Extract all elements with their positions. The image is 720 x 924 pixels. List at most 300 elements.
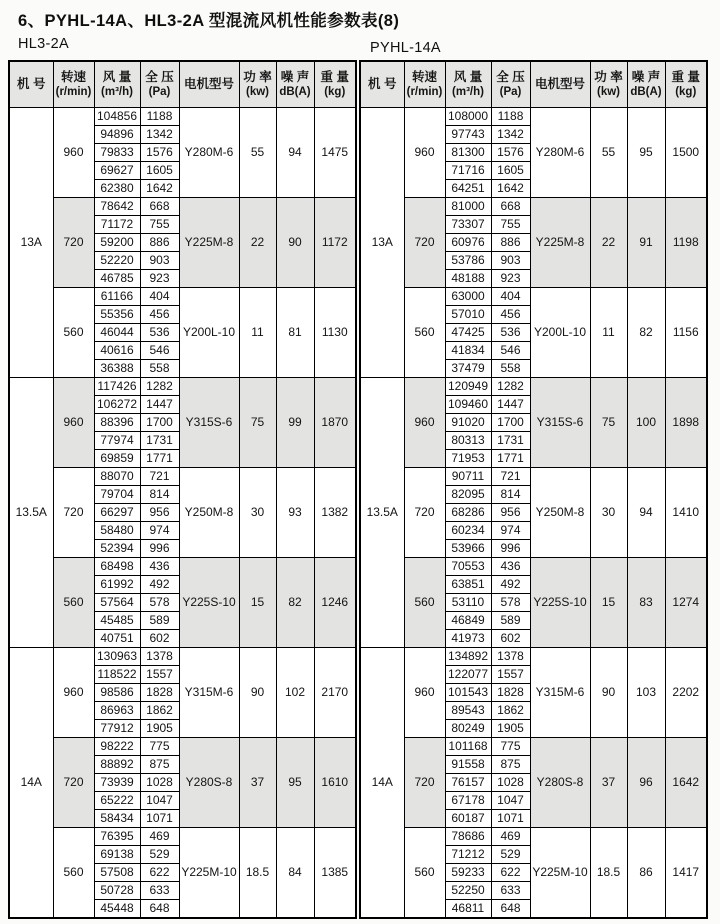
cell-flow: 98222	[94, 738, 140, 756]
cell-power: 30	[239, 468, 276, 558]
cell-flow: 68498	[94, 558, 140, 576]
cell-power: 11	[590, 288, 627, 378]
cell-power: 90	[590, 648, 627, 738]
cell-flow: 122077	[445, 666, 491, 684]
cell-flow: 130963	[94, 648, 140, 666]
column-header	[314, 61, 356, 108]
cell-pressure: 668	[491, 198, 530, 216]
cell-pressure: 1342	[491, 126, 530, 144]
cell-flow: 76395	[94, 828, 140, 846]
cell-pressure: 875	[140, 756, 179, 774]
cell-rpm: 560	[53, 558, 94, 648]
column-header-line2: dB(A)	[630, 86, 662, 99]
cell-flow: 53966	[445, 540, 491, 558]
cell-pressure: 755	[140, 216, 179, 234]
cell-pressure: 775	[140, 738, 179, 756]
cell-motor: Y280S-8	[179, 738, 239, 828]
column-header-line1: 机 号	[17, 77, 46, 92]
cell-pressure: 814	[491, 486, 530, 504]
cell-flow: 65222	[94, 792, 140, 810]
cell-pressure: 536	[491, 324, 530, 342]
cell-flow: 101543	[445, 684, 491, 702]
cell-pressure: 602	[140, 630, 179, 648]
table-row	[9, 648, 356, 666]
cell-flow: 68286	[445, 504, 491, 522]
cell-flow: 46849	[445, 612, 491, 630]
cell-flow: 66297	[94, 504, 140, 522]
table-row	[9, 558, 356, 576]
cell-pressure: 1071	[491, 810, 530, 828]
cell-model: 13A	[360, 108, 404, 378]
cell-weight: 1130	[314, 288, 356, 378]
table-row	[9, 288, 356, 306]
cell-power: 90	[239, 648, 276, 738]
column-header	[404, 61, 445, 108]
cell-pressure: 903	[140, 252, 179, 270]
cell-flow: 46785	[94, 270, 140, 288]
cell-pressure: 996	[140, 540, 179, 558]
table-label-hl3-2a: HL3-2A	[18, 36, 69, 52]
cell-motor: Y280S-8	[530, 738, 590, 828]
column-header-line2: (kw)	[246, 86, 269, 99]
table-hl3-2a	[8, 60, 353, 919]
cell-pressure: 1731	[140, 432, 179, 450]
table-label-pyhl-14a: PYHL-14A	[370, 40, 441, 56]
cell-flow: 94896	[94, 126, 140, 144]
cell-model: 13A	[9, 108, 53, 378]
column-header-line2: (kg)	[324, 86, 346, 99]
cell-rpm: 960	[53, 648, 94, 738]
cell-flow: 79704	[94, 486, 140, 504]
table-row	[360, 288, 707, 306]
cell-pressure: 1700	[491, 414, 530, 432]
cell-pressure: 648	[140, 900, 179, 919]
column-header-line1: 转速	[60, 69, 86, 84]
table-row	[9, 738, 356, 756]
cell-pressure: 923	[491, 270, 530, 288]
cell-power: 22	[590, 198, 627, 288]
cell-flow: 78686	[445, 828, 491, 846]
table-row	[9, 828, 356, 846]
cell-rpm: 720	[53, 198, 94, 288]
cell-pressure: 536	[140, 324, 179, 342]
cell-flow: 71953	[445, 450, 491, 468]
cell-flow: 57564	[94, 594, 140, 612]
cell-pressure: 956	[491, 504, 530, 522]
cell-rpm: 560	[404, 558, 445, 648]
cell-pressure: 1771	[140, 450, 179, 468]
cell-flow: 104856	[94, 108, 140, 126]
cell-flow: 78642	[94, 198, 140, 216]
column-header-line2: (m³/h)	[101, 86, 133, 99]
cell-pressure: 1828	[491, 684, 530, 702]
cell-pressure: 1576	[140, 144, 179, 162]
cell-flow: 58434	[94, 810, 140, 828]
cell-flow: 57010	[445, 306, 491, 324]
cell-pressure: 648	[491, 900, 530, 919]
cell-motor: Y225M-10	[179, 828, 239, 919]
cell-motor: Y225M-10	[530, 828, 590, 919]
header-row	[9, 61, 356, 108]
cell-pressure: 469	[140, 828, 179, 846]
cell-rpm: 960	[404, 648, 445, 738]
cell-flow: 69138	[94, 846, 140, 864]
cell-weight: 1417	[665, 828, 707, 919]
cell-pressure: 558	[140, 360, 179, 378]
cell-pressure: 1047	[140, 792, 179, 810]
cell-pressure: 886	[491, 234, 530, 252]
cell-pressure: 956	[140, 504, 179, 522]
cell-pressure: 633	[140, 882, 179, 900]
cell-flow: 60976	[445, 234, 491, 252]
cell-flow: 46044	[94, 324, 140, 342]
cell-flow: 57508	[94, 864, 140, 882]
column-header	[94, 61, 140, 108]
spec-table	[8, 60, 357, 919]
cell-flow: 77912	[94, 720, 140, 738]
cell-pressure: 529	[491, 846, 530, 864]
cell-noise: 81	[276, 288, 314, 378]
cell-rpm: 720	[404, 198, 445, 288]
cell-noise: 100	[627, 378, 665, 468]
cell-flow: 80313	[445, 432, 491, 450]
column-header	[140, 61, 179, 108]
cell-flow: 120949	[445, 378, 491, 396]
cell-power: 75	[239, 378, 276, 468]
cell-pressure: 1342	[140, 126, 179, 144]
column-header	[665, 61, 707, 108]
cell-flow: 97743	[445, 126, 491, 144]
column-header	[530, 61, 590, 108]
cell-flow: 64251	[445, 180, 491, 198]
cell-pressure: 775	[491, 738, 530, 756]
cell-flow: 80249	[445, 720, 491, 738]
cell-rpm: 960	[53, 108, 94, 198]
column-header	[276, 61, 314, 108]
cell-pressure: 875	[491, 756, 530, 774]
cell-flow: 61992	[94, 576, 140, 594]
cell-model: 14A	[9, 648, 53, 919]
cell-noise: 91	[627, 198, 665, 288]
table-row	[9, 108, 356, 126]
cell-flow: 69859	[94, 450, 140, 468]
cell-pressure: 1905	[491, 720, 530, 738]
cell-noise: 102	[276, 648, 314, 738]
column-header-line1: 功 率	[594, 69, 623, 84]
table-row	[360, 378, 707, 396]
cell-power: 55	[239, 108, 276, 198]
cell-flow: 88396	[94, 414, 140, 432]
cell-flow: 37479	[445, 360, 491, 378]
cell-power: 30	[590, 468, 627, 558]
cell-flow: 63000	[445, 288, 491, 306]
cell-weight: 1870	[314, 378, 356, 468]
cell-weight: 1475	[314, 108, 356, 198]
column-header-line2: (Pa)	[499, 86, 522, 99]
cell-noise: 83	[627, 558, 665, 648]
cell-weight: 1610	[314, 738, 356, 828]
cell-motor: Y200L-10	[179, 288, 239, 378]
cell-pressure: 1047	[491, 792, 530, 810]
cell-pressure: 1071	[140, 810, 179, 828]
cell-motor: Y200L-10	[530, 288, 590, 378]
cell-pressure: 1282	[491, 378, 530, 396]
cell-noise: 90	[276, 198, 314, 288]
cell-noise: 96	[627, 738, 665, 828]
cell-flow: 60234	[445, 522, 491, 540]
cell-power: 18.5	[239, 828, 276, 919]
cell-pressure: 546	[491, 342, 530, 360]
cell-weight: 1385	[314, 828, 356, 919]
cell-model: 14A	[360, 648, 404, 919]
column-header	[360, 61, 404, 108]
column-header-line1: 电机型号	[534, 77, 585, 92]
spec-table	[359, 60, 708, 919]
column-header	[590, 61, 627, 108]
cell-flow: 71172	[94, 216, 140, 234]
cell-motor: Y225S-10	[179, 558, 239, 648]
cell-flow: 59200	[94, 234, 140, 252]
cell-flow: 61166	[94, 288, 140, 306]
cell-motor: Y315S-6	[179, 378, 239, 468]
column-header-line1: 重 量	[671, 69, 700, 84]
cell-pressure: 1905	[140, 720, 179, 738]
table-row	[9, 198, 356, 216]
cell-weight: 1382	[314, 468, 356, 558]
cell-flow: 67178	[445, 792, 491, 810]
cell-flow: 41834	[445, 342, 491, 360]
cell-flow: 73939	[94, 774, 140, 792]
cell-flow: 117426	[94, 378, 140, 396]
cell-pressure: 404	[491, 288, 530, 306]
cell-weight: 1156	[665, 288, 707, 378]
cell-pressure: 1731	[491, 432, 530, 450]
cell-pressure: 1378	[140, 648, 179, 666]
table-row	[360, 648, 707, 666]
table-pyhl-14a	[359, 60, 707, 919]
cell-weight: 1410	[665, 468, 707, 558]
cell-flow: 46811	[445, 900, 491, 919]
cell-weight: 1898	[665, 378, 707, 468]
cell-flow: 88070	[94, 468, 140, 486]
cell-rpm: 960	[404, 108, 445, 198]
cell-flow: 59233	[445, 864, 491, 882]
cell-motor: Y280M-6	[530, 108, 590, 198]
cell-pressure: 1605	[491, 162, 530, 180]
cell-flow: 91558	[445, 756, 491, 774]
cell-pressure: 903	[491, 252, 530, 270]
cell-flow: 79833	[94, 144, 140, 162]
cell-noise: 99	[276, 378, 314, 468]
column-header	[179, 61, 239, 108]
table-row	[360, 198, 707, 216]
cell-pressure: 1188	[491, 108, 530, 126]
cell-pressure: 456	[140, 306, 179, 324]
cell-power: 15	[590, 558, 627, 648]
cell-motor: Y225M-8	[179, 198, 239, 288]
cell-noise: 94	[627, 468, 665, 558]
table-row	[360, 468, 707, 486]
column-header-line1: 风 量	[453, 69, 483, 84]
cell-flow: 40751	[94, 630, 140, 648]
cell-rpm: 560	[404, 288, 445, 378]
cell-rpm: 960	[53, 378, 94, 468]
table-row	[9, 378, 356, 396]
cell-weight: 1198	[665, 198, 707, 288]
cell-flow: 118522	[94, 666, 140, 684]
cell-weight: 1246	[314, 558, 356, 648]
cell-pressure: 974	[491, 522, 530, 540]
cell-pressure: 589	[491, 612, 530, 630]
cell-flow: 73307	[445, 216, 491, 234]
column-header-line1: 全 压	[145, 69, 174, 84]
cell-rpm: 560	[53, 288, 94, 378]
column-header-line1: 重 量	[320, 69, 349, 84]
cell-flow: 55356	[94, 306, 140, 324]
cell-motor: Y280M-6	[179, 108, 239, 198]
cell-power: 37	[239, 738, 276, 828]
cell-flow: 58480	[94, 522, 140, 540]
cell-flow: 36388	[94, 360, 140, 378]
cell-pressure: 923	[140, 270, 179, 288]
cell-flow: 88892	[94, 756, 140, 774]
cell-pressure: 602	[491, 630, 530, 648]
cell-pressure: 1282	[140, 378, 179, 396]
cell-pressure: 546	[140, 342, 179, 360]
cell-pressure: 456	[491, 306, 530, 324]
cell-flow: 71716	[445, 162, 491, 180]
cell-flow: 106272	[94, 396, 140, 414]
cell-power: 11	[239, 288, 276, 378]
cell-rpm: 720	[404, 468, 445, 558]
page-title: 6、PYHL-14A、HL3-2A 型混流风机性能参数表(8)	[18, 12, 400, 30]
cell-pressure: 436	[491, 558, 530, 576]
cell-motor: Y225S-10	[530, 558, 590, 648]
cell-pressure: 721	[140, 468, 179, 486]
cell-pressure: 1700	[140, 414, 179, 432]
cell-rpm: 720	[53, 738, 94, 828]
cell-flow: 53110	[445, 594, 491, 612]
cell-flow: 63851	[445, 576, 491, 594]
column-header-line2: (m³/h)	[452, 86, 484, 99]
cell-noise: 95	[276, 738, 314, 828]
cell-pressure: 668	[140, 198, 179, 216]
cell-pressure: 1771	[491, 450, 530, 468]
cell-pressure: 755	[491, 216, 530, 234]
cell-pressure: 1028	[140, 774, 179, 792]
cell-flow: 76157	[445, 774, 491, 792]
cell-flow: 82095	[445, 486, 491, 504]
cell-flow: 60187	[445, 810, 491, 828]
cell-power: 37	[590, 738, 627, 828]
cell-flow: 40616	[94, 342, 140, 360]
cell-pressure: 469	[491, 828, 530, 846]
cell-motor: Y250M-8	[179, 468, 239, 558]
cell-rpm: 960	[404, 378, 445, 468]
column-header	[445, 61, 491, 108]
cell-motor: Y315S-6	[530, 378, 590, 468]
cell-flow: 52250	[445, 882, 491, 900]
cell-pressure: 1378	[491, 648, 530, 666]
column-header-line1: 风 量	[102, 69, 132, 84]
cell-weight: 1172	[314, 198, 356, 288]
cell-pressure: 1576	[491, 144, 530, 162]
column-header	[53, 61, 94, 108]
cell-flow: 90711	[445, 468, 491, 486]
cell-flow: 81000	[445, 198, 491, 216]
cell-flow: 101168	[445, 738, 491, 756]
cell-pressure: 1828	[140, 684, 179, 702]
cell-flow: 134892	[445, 648, 491, 666]
cell-motor: Y315M-6	[179, 648, 239, 738]
cell-power: 22	[239, 198, 276, 288]
cell-pressure: 622	[140, 864, 179, 882]
cell-pressure: 1028	[491, 774, 530, 792]
column-header-line1: 噪 声	[631, 69, 661, 84]
column-header-line2: (Pa)	[148, 86, 171, 99]
cell-flow: 53786	[445, 252, 491, 270]
cell-flow: 50728	[94, 882, 140, 900]
column-header-line1: 噪 声	[280, 69, 310, 84]
table-row	[360, 108, 707, 126]
cell-noise: 86	[627, 828, 665, 919]
cell-flow: 77974	[94, 432, 140, 450]
cell-flow: 86963	[94, 702, 140, 720]
cell-flow: 81300	[445, 144, 491, 162]
cell-noise: 84	[276, 828, 314, 919]
cell-power: 15	[239, 558, 276, 648]
header-row	[360, 61, 707, 108]
cell-pressure: 721	[491, 468, 530, 486]
cell-flow: 45448	[94, 900, 140, 919]
cell-pressure: 996	[491, 540, 530, 558]
cell-flow: 91020	[445, 414, 491, 432]
column-header-line1: 机 号	[368, 77, 397, 92]
cell-motor: Y225M-8	[530, 198, 590, 288]
cell-flow: 48188	[445, 270, 491, 288]
table-row	[360, 828, 707, 846]
cell-rpm: 560	[53, 828, 94, 919]
column-header-line2: (kg)	[675, 86, 697, 99]
cell-pressure: 1642	[140, 180, 179, 198]
column-header-line2: (r/min)	[406, 86, 443, 99]
table-row	[360, 738, 707, 756]
cell-pressure: 633	[491, 882, 530, 900]
cell-flow: 89543	[445, 702, 491, 720]
column-header	[239, 61, 276, 108]
cell-pressure: 492	[491, 576, 530, 594]
column-header-line1: 转速	[411, 69, 437, 84]
column-header-line1: 电机型号	[183, 77, 234, 92]
cell-flow: 108000	[445, 108, 491, 126]
cell-power: 75	[590, 378, 627, 468]
cell-weight: 1642	[665, 738, 707, 828]
cell-flow: 52394	[94, 540, 140, 558]
cell-flow: 71212	[445, 846, 491, 864]
cell-pressure: 1188	[140, 108, 179, 126]
cell-pressure: 814	[140, 486, 179, 504]
cell-rpm: 720	[404, 738, 445, 828]
cell-noise: 82	[627, 288, 665, 378]
cell-pressure: 1862	[491, 702, 530, 720]
column-header-line2: (r/min)	[55, 86, 92, 99]
cell-weight: 1500	[665, 108, 707, 198]
column-header	[627, 61, 665, 108]
table-row	[360, 558, 707, 576]
cell-power: 18.5	[590, 828, 627, 919]
column-header-line1: 全 压	[496, 69, 525, 84]
cell-pressure: 1447	[491, 396, 530, 414]
